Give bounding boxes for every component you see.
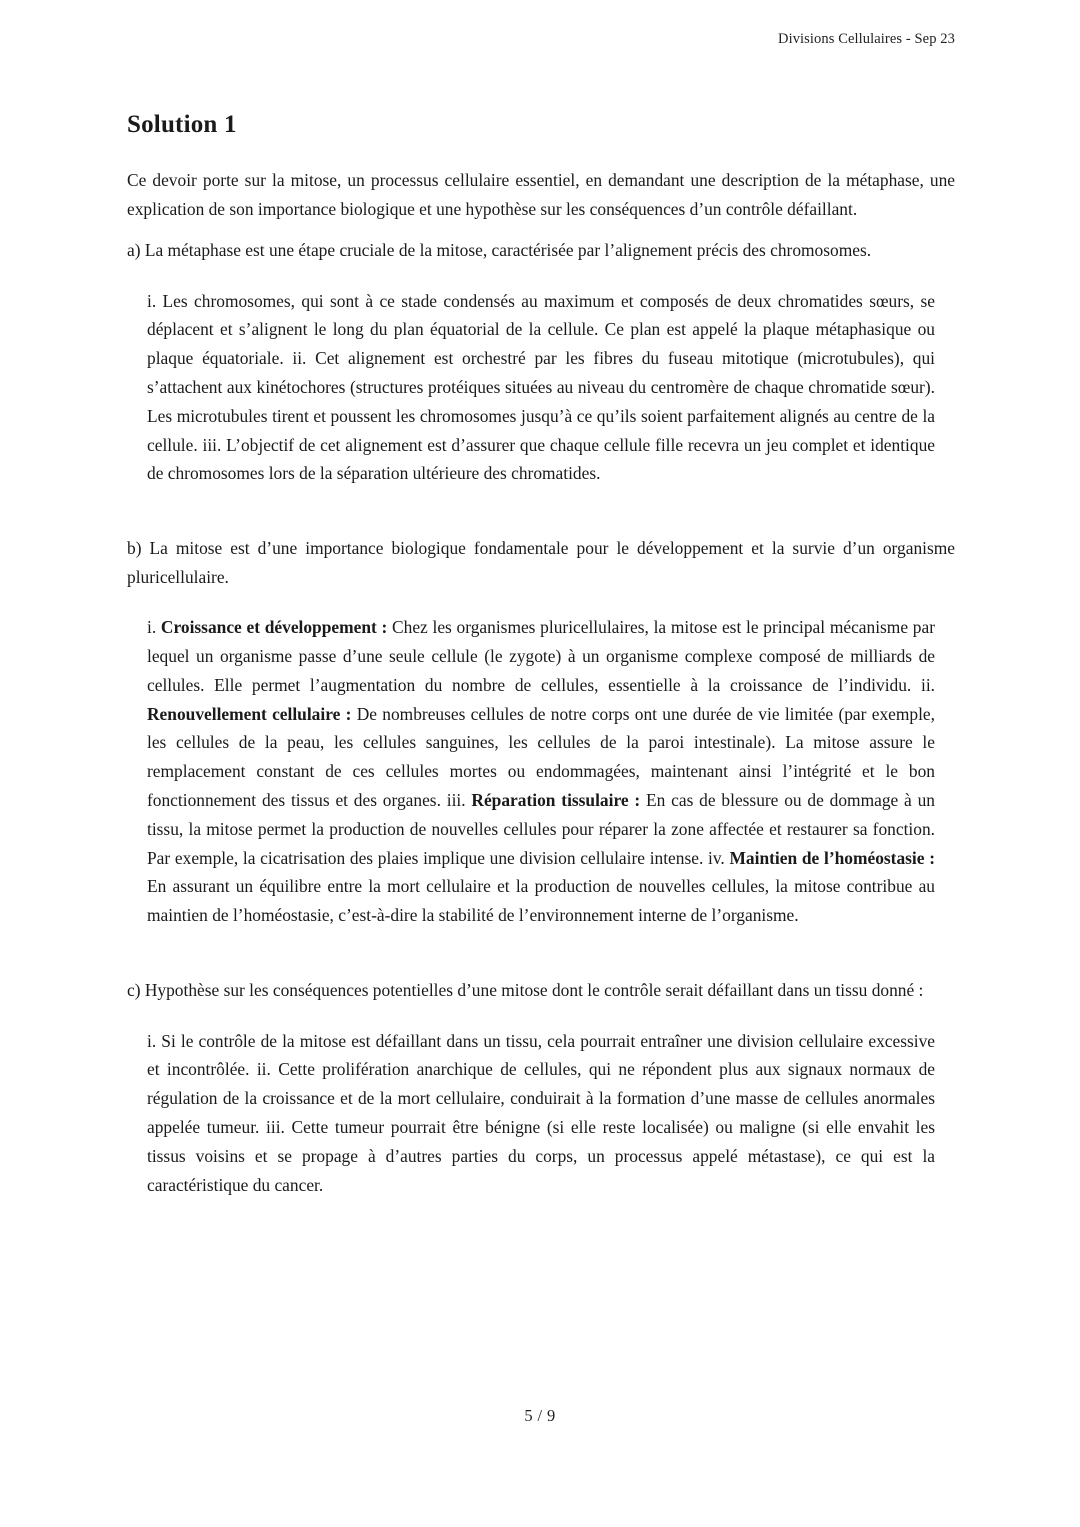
page-number-footer: 5 / 9 — [524, 1406, 556, 1425]
document-body — [127, 110, 955, 1199]
intro-paragraph: Ce devoir porte sur la mitose, un processus cellulaire essentiel, en demandant une description de la métaphase, une explication de son importance biologique et une hypothèse sur les conséquences d’un contrôle défaillant. — [127, 170, 955, 219]
part-b-term-renouvellement: Renouvellement cellulaire : — [147, 703, 352, 724]
part-b-term-reparation: Réparation tissulaire : — [471, 790, 641, 811]
part-b-detail-block — [127, 613, 955, 930]
part-a-lead: a) La métaphase est une étape cruciale de la mitose, caractérisée par l’alignement précis des chromosomes. — [127, 240, 872, 261]
part-b-text-3: En cas de blessure ou de dommage à un tissu, la mitose permet la production de nouvelles cellules pour réparer la zone affectée et restaurer sa fonction. Par exemple, la cicatrisation des plaies implique une division cellulaire intense. iv. — [147, 790, 935, 868]
part-a-detail-text: i. Les chromosomes, qui sont à ce stade condensés au maximum et composés de deux chromatides sœurs, se déplacent et s’alignent le long du plan équatorial de la cellule. Ce plan est appelé la plaque métaphasique ou plaque équatoriale. ii. Cet alignement est orchestré par les fibres du fuseau mitotique (microtubules), qui s’attachent aux kinétochores (structures protéiques situées au niveau du centromère de chaque chromatide sœur). Les microtubules tirent et poussent les chromosomes jusqu’à ce qu’ils soient parfaitement alignés au centre de la cellule. iii. L’objectif de cet alignement est d’assurer que chaque cellule fille recevra un jeu complet et identique de chromosomes lors de la séparation ultérieure des chromatides. — [147, 290, 935, 484]
part-b-text-1: Chez les organismes pluricellulaires, la mitose est le principal mécanisme par lequel un organisme passe d’une seule cellule (le zygote) à un organisme complexe composé de milliards de cellules. Elle permet l’augmentation du nombre de cellules, essentielle à la croissance de l’individu. ii. — [147, 617, 935, 695]
part-c-detail-text: i. Si le contrôle de la mitose est défaillant dans un tissu, cela pourrait entraîner une division cellulaire excessive et incontrôlée. ii. Cette prolifération anarchique de cellules, qui ne répondent plus aux signaux normaux de régulation de la croissance et de la mort cellulaire, conduirait à la formation d’une masse de cellules anormales appelée tumeur. iii. Cette tumeur pourrait être bénigne (si elle reste localisée) ou maligne (si elle envahit les tissus voisins et se propage à d’autres parties du corps, un processus appelé métastase), ce qui est la caractéristique du cancer. — [147, 1030, 935, 1195]
part-c-detail-block — [127, 1027, 955, 1200]
part-c-lead: c) Hypothèse sur les conséquences potentielles d’une mitose dont le contrôle serait défaillant dans un tissu donné : — [127, 980, 924, 1000]
part-b-text-2: De nombreuses cellules de notre corps ont une durée de vie limitée (par exemple, les cellules de la peau, les cellules sanguines, les cellules de la paroi intestinale). La mitose assure le remplacement constant de ces cellules mortes ou endommagées, maintenant ainsi l’intégrité et le bon fonctionnement des tissus et des organes. iii. — [147, 703, 935, 811]
part-b-term-homeostasie: Maintien de l’homéostasie : — [729, 847, 935, 868]
page-title: Solution 1 — [127, 111, 237, 138]
running-header: Divisions Cellulaires - Sep 23 — [778, 31, 955, 47]
part-b-detail-text — [147, 613, 935, 930]
part-b-text-4: En assurant un équilibre entre la mort cellulaire et la production de nouvelles cellules, la mitose contribue au maintien de l’homéostasie, c’est-à-dire la stabilité de l’environnement interne de l’organisme. — [147, 876, 935, 926]
part-a-detail-block — [127, 287, 955, 489]
part-b-item-i-marker: i. — [147, 617, 161, 638]
part-b-lead: b) La mitose est d’une importance biologique fondamentale pour le développement et la survie d’un organisme pluricellulaire. — [127, 538, 955, 587]
part-b-term-croissance: Croissance et développement : — [160, 617, 388, 638]
